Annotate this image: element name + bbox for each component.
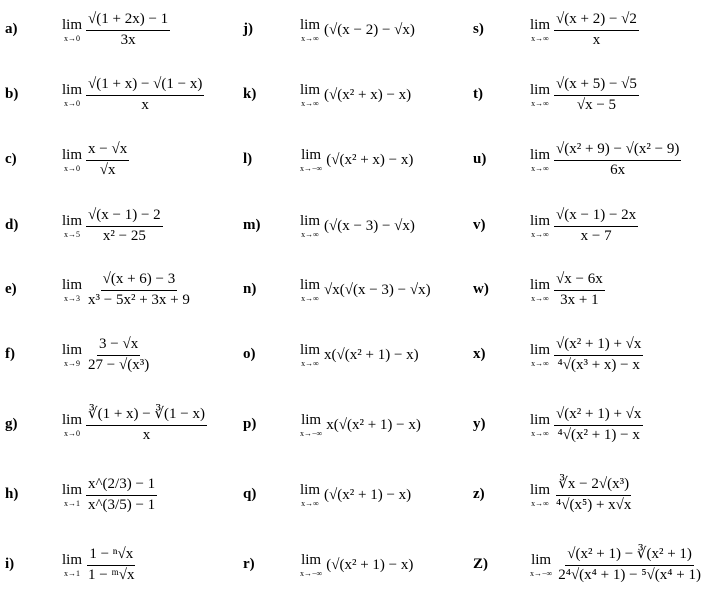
limit-subscript: x→∞ (531, 229, 549, 239)
limit-expression (62, 545, 137, 585)
lim-word: lim (531, 551, 552, 568)
limit-subscript: x→∞ (531, 498, 549, 508)
limit-operator (530, 214, 550, 239)
lim-word: lim (530, 411, 551, 428)
limit-operator (300, 343, 320, 368)
limit-operator (62, 278, 82, 303)
denominator: x³ − 5x² + 3x + 9 (88, 291, 190, 308)
limit-expression (300, 206, 415, 246)
limit-operator (530, 413, 550, 438)
exercise-label: s) (473, 21, 484, 37)
fraction (86, 547, 137, 584)
limit-operator (300, 18, 320, 43)
exercise-label: v) (473, 217, 486, 233)
exercise-label: Z) (473, 556, 488, 572)
limit-operator (300, 278, 320, 303)
limit-expression (300, 545, 413, 585)
limit-expression (530, 10, 639, 50)
lim-word: lim (62, 146, 83, 163)
limit-operator (62, 343, 82, 368)
fraction (86, 12, 170, 49)
denominator: 2⁴√(x⁴ + 1) − ⁵√(x⁴ + 1) (558, 566, 701, 583)
limit-operator (300, 553, 322, 578)
exercise-label: t) (473, 86, 483, 102)
limit-operator (62, 413, 82, 438)
lim-word: lim (300, 341, 321, 358)
limit-expression (300, 335, 419, 375)
limit-operator (300, 83, 320, 108)
lim-word: lim (530, 212, 551, 229)
fraction (86, 477, 157, 514)
denominator: x^(3/5) − 1 (88, 496, 156, 513)
lim-word: lim (301, 411, 322, 428)
limit-subscript: x→∞ (301, 98, 319, 108)
fraction (86, 77, 204, 114)
limit-expression (300, 140, 413, 180)
denominator: ⁴√(x² + 1) − x (557, 426, 640, 443)
expression-body: √x(√(x − 3) − √x) (324, 281, 431, 298)
limit-subscript: x→∞ (301, 358, 319, 368)
exercise-label: b) (5, 86, 19, 102)
expression-body: (√(x² + x) − x) (324, 86, 412, 103)
lim-word: lim (62, 16, 83, 33)
expression-body: (√(x² + x) − x) (326, 151, 414, 168)
limit-expression (300, 475, 411, 515)
limit-expression (530, 140, 681, 180)
limit-expression (530, 475, 633, 515)
exercise-label: p) (243, 416, 257, 432)
denominator: x − 7 (580, 227, 612, 244)
limit-expression (300, 75, 411, 115)
numerator: 3 − √x (97, 337, 140, 356)
lim-word: lim (62, 341, 83, 358)
numerator: √(x − 1) − 2x (554, 208, 638, 227)
limit-subscript: x→∞ (301, 498, 319, 508)
limit-expression (300, 10, 415, 50)
limit-operator (62, 214, 82, 239)
denominator: 1 − ᵐ√x (88, 566, 135, 583)
lim-word: lim (301, 146, 322, 163)
lim-word: lim (530, 146, 551, 163)
limit-subscript: x→0 (64, 98, 80, 108)
limit-subscript: x→∞ (531, 428, 549, 438)
limit-subscript: x→∞ (301, 293, 319, 303)
numerator: √(x² + 1) + √x (554, 407, 643, 426)
exercise-label: r) (243, 556, 255, 572)
numerator: √(x² + 9) − √(x² − 9) (554, 142, 681, 161)
denominator: ⁴√(x³ + x) − x (557, 356, 640, 373)
exercise-label: e) (5, 281, 17, 297)
exercise-label: w) (473, 281, 489, 297)
lim-word: lim (300, 81, 321, 98)
exercise-label: i) (5, 556, 15, 572)
limit-operator (62, 83, 82, 108)
exercise-label: o) (243, 346, 256, 362)
limit-subscript: x→9 (64, 358, 80, 368)
lim-word: lim (530, 81, 551, 98)
limit-operator (530, 483, 550, 508)
limit-subscript: x→1 (64, 498, 80, 508)
limit-expression (62, 335, 151, 375)
exercise-label: y) (473, 416, 486, 432)
exercise-label: d) (5, 217, 19, 233)
lim-word: lim (530, 341, 551, 358)
limit-subscript: x→∞ (301, 229, 319, 239)
limit-subscript: x→5 (64, 229, 80, 239)
limit-operator (530, 278, 550, 303)
numerator: √(x − 1) − 2 (86, 208, 163, 227)
lim-word: lim (62, 276, 83, 293)
lim-word: lim (300, 212, 321, 229)
numerator: √(x + 2) − √2 (554, 12, 639, 31)
limit-subscript: x→∞ (531, 33, 549, 43)
limit-expression (62, 270, 192, 310)
limit-expression (530, 405, 643, 445)
lim-word: lim (530, 16, 551, 33)
limit-operator (62, 553, 82, 578)
fraction (554, 12, 639, 49)
limit-subscript: x→∞ (531, 358, 549, 368)
exercise-label: a) (5, 21, 18, 37)
numerator: √x − 6x (554, 272, 605, 291)
fraction (86, 337, 151, 374)
exercise-label: q) (243, 486, 257, 502)
lim-word: lim (62, 481, 83, 498)
exercise-label: f) (5, 346, 15, 362)
numerator: √(1 + x) − √(1 − x) (86, 77, 204, 96)
limit-subscript: x→0 (64, 163, 80, 173)
limit-expression (62, 10, 170, 50)
limit-expression (62, 405, 207, 445)
limit-subscript: x→−∞ (530, 568, 553, 578)
limit-operator (300, 214, 320, 239)
expression-body: (√(x − 2) − √x) (324, 21, 415, 38)
limit-operator (300, 413, 322, 438)
limit-subscript: x→∞ (531, 293, 549, 303)
lim-word: lim (530, 481, 551, 498)
denominator: 6x (610, 161, 626, 178)
numerator: ∛(1 + x) − ∛(1 − x) (86, 407, 207, 426)
exercise-label: h) (5, 486, 19, 502)
limit-expression (62, 140, 129, 180)
expression-body: (√(x² + 1) − x) (324, 486, 412, 503)
denominator: √x − 5 (576, 96, 617, 113)
limit-operator (530, 18, 550, 43)
limit-subscript: x→1 (64, 568, 80, 578)
denominator: x (142, 426, 151, 443)
limit-expression (530, 335, 643, 375)
denominator: 3x + 1 (560, 291, 599, 308)
limit-subscript: x→0 (64, 33, 80, 43)
limit-expression (300, 270, 431, 310)
numerator: √(1 + 2x) − 1 (86, 12, 170, 31)
fraction (554, 337, 643, 374)
denominator: x (141, 96, 149, 113)
limit-operator (300, 148, 322, 173)
limit-subscript: x→∞ (301, 33, 319, 43)
lim-word: lim (62, 551, 83, 568)
exercise-label: n) (243, 281, 257, 297)
exercise-label: z) (473, 486, 485, 502)
exercise-label: l) (243, 151, 253, 167)
limit-subscript: x→−∞ (300, 163, 323, 173)
limit-subscript: x→∞ (531, 98, 549, 108)
fraction (86, 407, 207, 444)
limit-operator (530, 148, 550, 173)
limit-subscript: x→0 (64, 428, 80, 438)
exercise-label: c) (5, 151, 17, 167)
limit-operator (62, 148, 82, 173)
numerator: √(x² + 1) + √x (554, 337, 643, 356)
exercise-label: k) (243, 86, 257, 102)
lim-word: lim (62, 212, 83, 229)
limit-subscript: x→−∞ (300, 568, 323, 578)
numerator: ∛x − 2√(x³) (556, 477, 631, 496)
limit-expression (62, 475, 157, 515)
exercise-label: g) (5, 416, 18, 432)
expression-body: (√(x − 3) − √x) (324, 217, 415, 234)
denominator: ⁴√(x⁵) + x√x (556, 496, 632, 513)
limit-expression (62, 75, 204, 115)
numerator: x^(2/3) − 1 (86, 477, 157, 496)
limit-expression (530, 206, 638, 246)
numerator: x − √x (86, 142, 129, 161)
fraction (86, 208, 163, 245)
exercise-label: x) (473, 346, 486, 362)
lim-word: lim (301, 551, 322, 568)
limit-expression (62, 206, 163, 246)
exercise-label: j) (243, 21, 253, 37)
limit-expression (300, 405, 421, 445)
limit-subscript: x→3 (64, 293, 80, 303)
exercise-label: m) (243, 217, 261, 233)
lim-word: lim (62, 81, 83, 98)
numerator: √(x + 6) − 3 (101, 272, 178, 291)
fraction (554, 142, 681, 179)
denominator: 3x (120, 31, 136, 48)
limit-operator (300, 483, 320, 508)
numerator: √(x² + 1) − ∛(x² + 1) (565, 547, 694, 566)
fraction (86, 272, 192, 309)
exercise-label: u) (473, 151, 487, 167)
lim-word: lim (300, 276, 321, 293)
fraction (554, 208, 638, 245)
expression-body: x(√(x² + 1) − x) (324, 346, 419, 363)
fraction (86, 142, 129, 179)
limit-operator (530, 343, 550, 368)
numerator: 1 − ⁿ√x (87, 547, 135, 566)
lim-word: lim (300, 481, 321, 498)
limit-operator (62, 483, 82, 508)
limit-expression (530, 75, 639, 115)
denominator: 27 − √(x³) (88, 356, 150, 373)
numerator: √(x + 5) − √5 (554, 77, 639, 96)
fraction (556, 547, 703, 584)
fraction (554, 407, 643, 444)
lim-word: lim (62, 411, 83, 428)
denominator: x (592, 31, 601, 48)
limit-subscript: x→−∞ (300, 428, 323, 438)
limit-operator (530, 83, 550, 108)
denominator: x² − 25 (102, 227, 146, 244)
denominator: √x (99, 161, 116, 178)
limit-operator (530, 553, 552, 578)
fraction (554, 477, 633, 514)
limit-operator (62, 18, 82, 43)
limit-subscript: x→∞ (531, 163, 549, 173)
fraction (554, 272, 605, 309)
lim-word: lim (530, 276, 551, 293)
expression-body: (√(x² + 1) − x) (326, 556, 414, 573)
limit-expression (530, 545, 703, 585)
expression-body: x(√(x² + 1) − x) (326, 416, 421, 433)
lim-word: lim (300, 16, 321, 33)
fraction (554, 77, 639, 114)
limit-expression (530, 270, 605, 310)
